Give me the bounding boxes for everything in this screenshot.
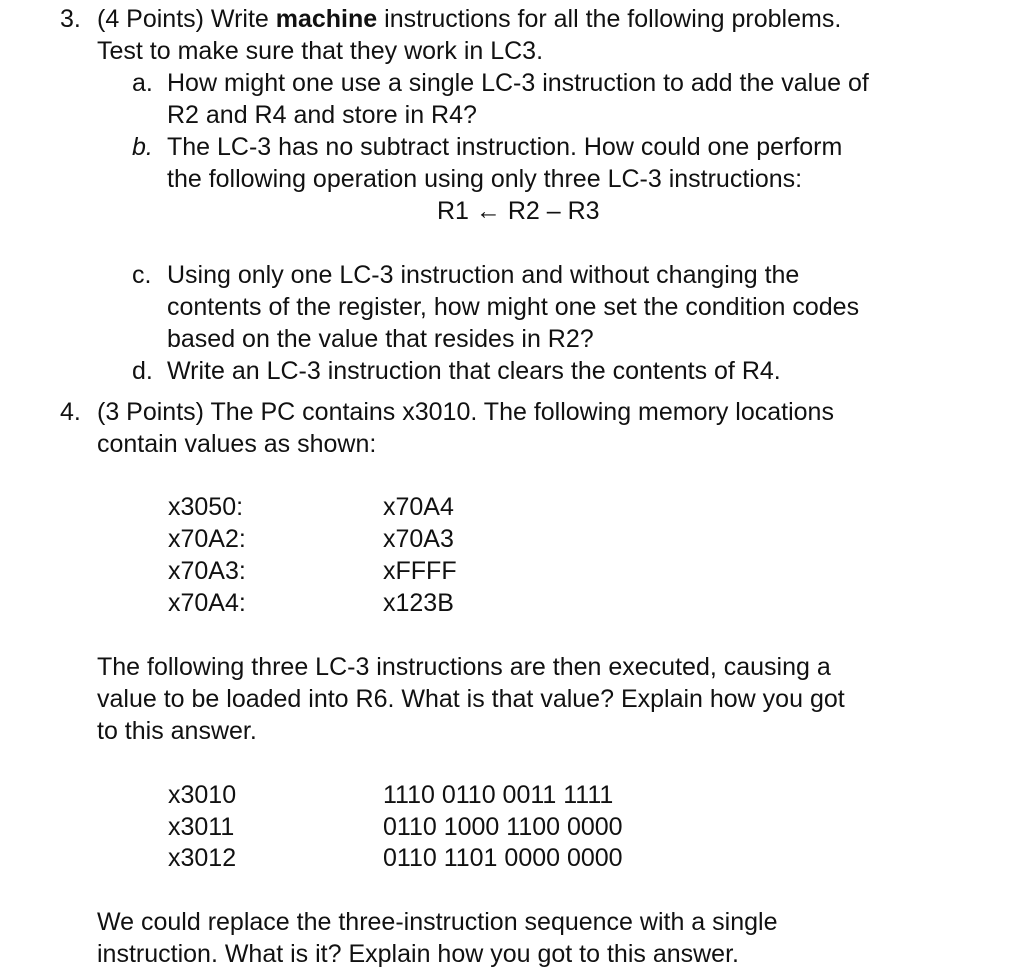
q3b-label: b. bbox=[132, 133, 153, 161]
q4-para1-line2: value to be loaded into R6. What is that value? Explain how you got bbox=[97, 685, 845, 713]
q3b-line1: The LC-3 has no subtract instruction. How could one perform bbox=[167, 133, 843, 161]
instruction-bits: 1110 0110 0011 1111 bbox=[383, 781, 614, 809]
q3-header-bold: machine bbox=[275, 5, 378, 33]
q3-number: 3. bbox=[60, 5, 81, 33]
memory-address: x70A2: bbox=[168, 525, 246, 553]
memory-value: x70A4 bbox=[383, 493, 454, 521]
q3c-line2: contents of the register, how might one set the condition codes bbox=[167, 293, 860, 321]
q4-line1: (3 Points) The PC contains x3010. The following memory locations bbox=[97, 398, 834, 426]
memory-value: xFFFF bbox=[383, 557, 457, 585]
q4-line2: contain values as shown: bbox=[97, 430, 377, 458]
memory-address: x70A3: bbox=[168, 557, 246, 585]
instruction-address: x3010 bbox=[168, 781, 237, 809]
memory-value: x123B bbox=[383, 589, 454, 617]
instruction-address: x3011 bbox=[168, 813, 235, 841]
q3d-label: d. bbox=[132, 357, 153, 385]
q3-header-post: instructions for all the following problems. bbox=[377, 5, 842, 33]
q3c-label: c. bbox=[132, 261, 152, 289]
memory-address: x70A4: bbox=[168, 589, 246, 617]
memory-address: x3050: bbox=[168, 493, 244, 521]
q3-header-line2: Test to make sure that they work in LC3. bbox=[97, 37, 544, 65]
q3a-line1: How might one use a single LC-3 instruction to add the value of bbox=[167, 69, 869, 97]
q4-para2-line2: instruction. What is it? Explain how you got to this answer. bbox=[97, 940, 739, 968]
q3b-formula: R1 ← R2 – R3 bbox=[437, 197, 600, 225]
q3-header bbox=[97, 4, 841, 34]
q3d-line1: Write an LC-3 instruction that clears the contents of R4. bbox=[167, 357, 781, 385]
q4-para1-line1: The following three LC-3 instructions are then executed, causing a bbox=[97, 653, 831, 681]
q3c-line3: based on the value that resides in R2? bbox=[167, 325, 594, 353]
q4-number: 4. bbox=[60, 398, 81, 426]
memory-value: x70A3 bbox=[383, 525, 454, 553]
q4-para2-line1: We could replace the three-instruction sequence with a single bbox=[97, 908, 778, 936]
q3-header-pre: (4 Points) Write bbox=[97, 5, 276, 33]
q3a-label: a. bbox=[132, 69, 153, 97]
q3a-line2: R2 and R4 and store in R4? bbox=[167, 101, 477, 129]
q3b-line2: the following operation using only three LC-3 instructions: bbox=[167, 165, 803, 193]
instruction-bits: 0110 1000 1100 0000 bbox=[383, 813, 623, 841]
q4-para1-line3: to this answer. bbox=[97, 717, 257, 745]
instruction-address: x3012 bbox=[168, 844, 237, 872]
instruction-bits: 0110 1101 0000 0000 bbox=[383, 844, 623, 872]
q3c-line1: Using only one LC-3 instruction and without changing the bbox=[167, 261, 800, 289]
